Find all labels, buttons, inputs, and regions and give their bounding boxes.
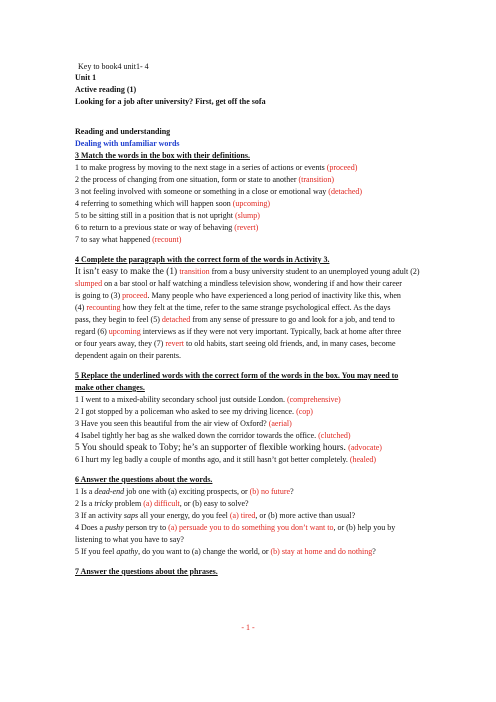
unit-heading: Unit 1 [75, 73, 97, 82]
q5-item: 2 I got stopped by a policeman who asked to see my driving licence. (cop) [75, 407, 313, 416]
q6-item: 3 If an activity saps all your energy, do you feel (a) tired, or (b) more active than usual? [75, 511, 356, 520]
q4-paragraph-line: It isn’t easy to make the (1) transition from a busy university student to an unemployed young adult (2) [75, 267, 420, 277]
q3-item: 3 not feeling involved with someone or something in a close or emotional way (detached) [75, 187, 363, 196]
q5-item: 3 Have you seen this beautiful from the air view of Oxford? (aerial) [75, 419, 292, 428]
q3-item: 5 to be sitting still in a position that is not upright (slump) [75, 211, 260, 220]
page-number: - 1 - [241, 623, 255, 632]
q3-heading: 3 Match the words in the box with their definitions. [75, 151, 250, 160]
q4-paragraph-line: dependent again on their parents. [75, 351, 181, 360]
article-title: Looking for a job after university? First, get off the sofa [75, 97, 266, 106]
q4-paragraph-line: slumped on a bar stool or half watching a mindless television show, wondering if and how their career [75, 279, 402, 288]
q6-item: 2 Is a tricky problem (a) difficult, or (b) easy to solve? [75, 499, 249, 508]
q4-paragraph-line: pass, they begin to feel (5) detached from any sense of pressure to go and look for a job, and tend to [75, 315, 395, 324]
q6-heading: 6 Answer the questions about the words. [75, 475, 213, 484]
q6-item: 4 Does a pushy person try to (a) persuade you to do something you don’t want to, or (b) help you by [75, 523, 396, 532]
q5-heading: 5 Replace the underlined words with the correct form of the words in the box. You may need to [75, 371, 399, 380]
q6-item: 5 If you feel apathy, do you want to (a) change the world, or (b) stay at home and do nothing? [75, 547, 376, 556]
q3-item: 6 to return to a previous state or way of behaving (revert) [75, 223, 259, 232]
q5-item: 6 I hurt my leg badly a couple of months ago, and it still hasn’t got better completely. (healed) [75, 455, 377, 464]
q3-item: 1 to make progress by moving to the next stage in a series of actions or events (proceed) [75, 163, 358, 172]
doc-key-title: Key to book4 unit1- 4 [78, 62, 149, 71]
q4-heading: 4 Complete the paragraph with the correct form of the words in Activity 3. [75, 255, 330, 264]
section-heading: Active reading (1) [75, 85, 137, 94]
q5-item: 4 Isabel tightly her bag as she walked down the corridor towards the office. (clutched) [75, 431, 351, 440]
q7-heading: 7 Answer the questions about the phrases. [75, 567, 218, 576]
unfamiliar-words-subheading: Dealing with unfamiliar words [75, 139, 180, 148]
reading-subheading: Reading and understanding [75, 127, 171, 136]
q5-item: 5 You should speak to Toby; he’s an supporter of flexible working hours. (advocate) [75, 443, 382, 453]
q3-item: 4 referring to something which will happen soon (upcoming) [75, 199, 271, 208]
q5-heading-cont: make other changes. [75, 383, 145, 392]
q4-paragraph-line: (4) recounting how they felt at the time, refer to the same strange psychological effect. As the days [75, 303, 391, 312]
q6-item-cont: listening to what you have to say? [75, 535, 184, 544]
q4-paragraph-line: regard (6) upcoming interviews as if they were not very important. Typically, back at home after three [75, 327, 402, 336]
q4-paragraph-line: or four years away, they (7) revert to old habits, start seeing old friends, and, in many cases, become [75, 339, 396, 348]
q3-item: 7 to say what happened (recount) [75, 235, 182, 244]
q6-item: 1 Is a dead-end job one with (a) exciting prospects, or (b) no future? [75, 487, 294, 496]
q4-paragraph-line: is going to (3) proceed. Many people who have experienced a long period of inactivity like this, when [75, 291, 401, 300]
q3-item: 2 the process of changing from one situation, form or state to another (transition) [75, 175, 335, 184]
q5-item: 1 I went to a mixed-ability secondary school just outside London. (comprehensive) [75, 395, 341, 404]
